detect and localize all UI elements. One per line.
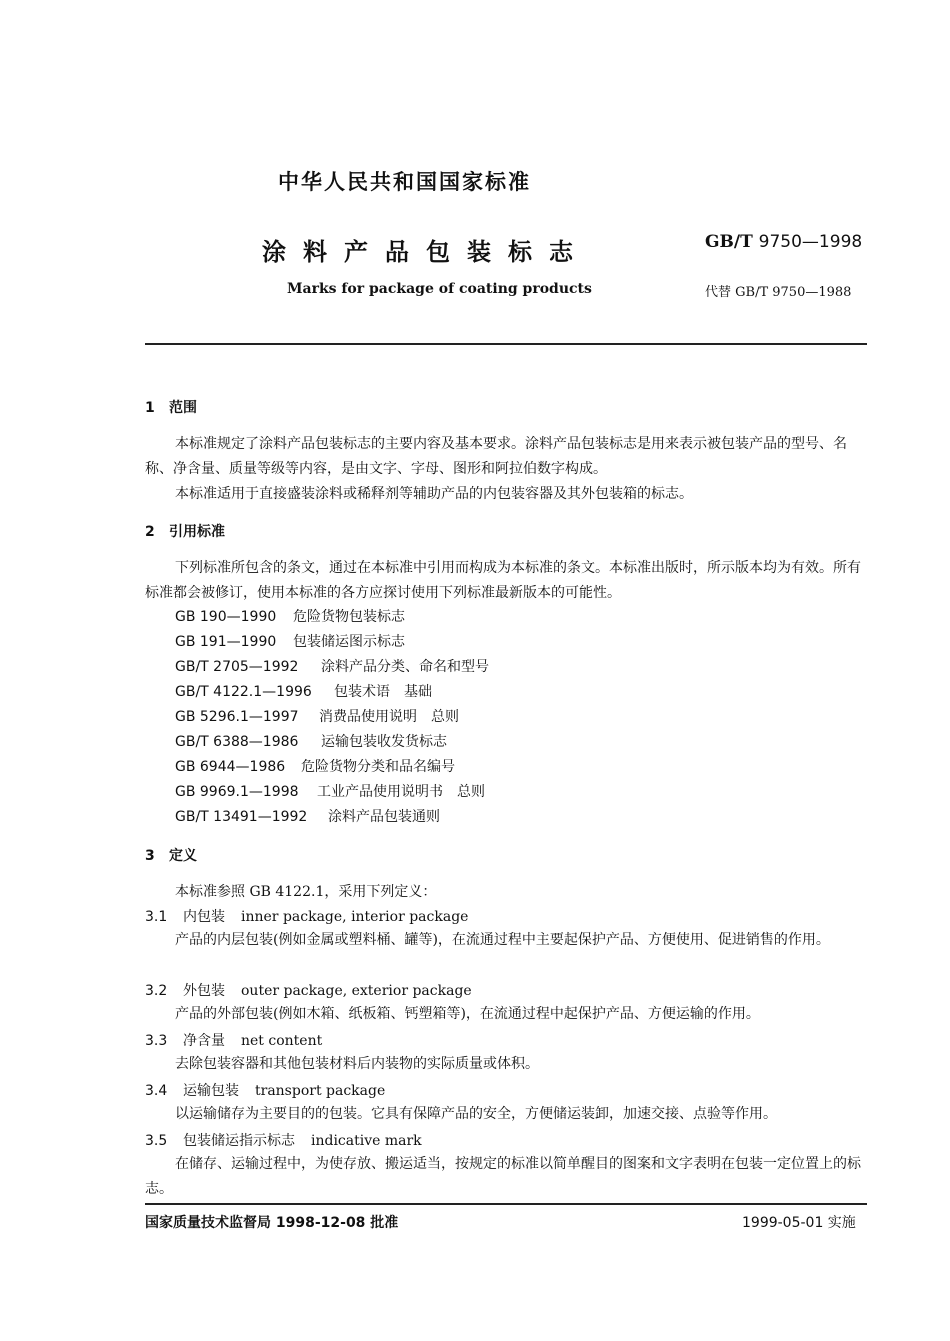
approval-date: 国家质量技术监督局 1998-12-08 批准 — [145, 1215, 399, 1231]
national-standard-heading: 中华人民共和国国家标准 — [278, 170, 531, 194]
reference-name: 涂料产品分类、命名和型号 — [321, 659, 489, 675]
header-divider — [145, 343, 867, 345]
definition-term-en: inner package, interior package — [241, 909, 469, 925]
section-title: 定义 — [169, 848, 197, 864]
replaces-standard: 代替 GB/T 9750—1988 — [705, 285, 852, 300]
section-title: 引用标准 — [169, 524, 225, 540]
definition-term-zh: 外包装 — [183, 983, 225, 999]
definition-term — [145, 1030, 322, 1050]
reference-name: 涂料产品包装通则 — [328, 809, 440, 825]
reference-item — [175, 731, 447, 751]
footer-divider — [145, 1203, 867, 1205]
reference-code: GB/T 2705—1992 — [175, 659, 299, 675]
references-intro: 下列标准所包含的条文，通过在本标准中引用而构成为本标准的条文。本标准出版时，所示版本均为有效。所有标准都会被修订，使用本标准的各方应探讨使用下列标准最新版本的可能性。 — [145, 560, 861, 601]
reference-item — [175, 656, 489, 676]
reference-name: 运输包装收发货标志 — [321, 734, 447, 750]
reference-item — [175, 781, 485, 801]
definition-term-zh: 运输包装 — [183, 1083, 239, 1099]
reference-code: GB 190—1990 — [175, 609, 277, 625]
reference-code: GB 9969.1—1998 — [175, 784, 299, 800]
reference-code: GB/T 6388—1986 — [175, 734, 299, 750]
definition-text: 以运输储存为主要目的的包装。它具有保障产品的安全，方便储运装卸，加速交接、点验等作用。 — [175, 1106, 777, 1122]
definition-term-en: net content — [241, 1033, 323, 1049]
section-number: 3 — [145, 848, 155, 864]
standard-code-prefix: GB/T — [705, 232, 753, 252]
reference-item — [175, 756, 455, 776]
reference-code: GB/T 4122.1—1996 — [175, 684, 312, 700]
definition-number: 3.4 — [145, 1083, 168, 1099]
section-heading-definitions — [145, 845, 197, 865]
section-title: 范围 — [169, 400, 197, 416]
definition-term — [145, 906, 468, 926]
definition-term-en: transport package — [255, 1083, 386, 1099]
reference-name: 危险货物分类和品名编号 — [301, 759, 455, 775]
scope-paragraph-2: 本标准适用于直接盛装涂料或稀释剂等辅助产品的内包装容器及其外包装箱的标志。 — [175, 486, 693, 502]
reference-item — [175, 806, 440, 826]
definition-number: 3.1 — [145, 909, 168, 925]
definition-text: 产品的外部包装(例如木箱、纸板箱、钙塑箱等)，在流通过程中起保护产品、方便运输的作用。 — [175, 1006, 760, 1022]
reference-name: 包装术语 基础 — [334, 684, 432, 700]
definition-term-en: outer package, exterior package — [241, 983, 472, 999]
definition-number: 3.2 — [145, 983, 168, 999]
section-number: 1 — [145, 400, 155, 416]
scope-paragraph-1: 本标准规定了涂料产品包装标志的主要内容及基本要求。涂料产品包装标志是用来表示被包装产品的型号、名称、净含量、质量等级等内容，是由文字、字母、图形和阿拉伯数字构成。 — [145, 436, 847, 477]
reference-name: 危险货物包装标志 — [293, 609, 405, 625]
section-heading-scope — [145, 397, 197, 417]
definition-term-zh: 内包装 — [183, 909, 225, 925]
document-title: 涂料产品包装标志 — [262, 238, 590, 266]
definition-text: 产品的内层包装(例如金属或塑料桶、罐等)，在流通过程中主要起保护产品、方便使用、促进销售的作用。 — [175, 932, 830, 948]
effective-date: 1999-05-01 实施 — [742, 1215, 856, 1231]
section-number: 2 — [145, 524, 155, 540]
reference-code: GB 191—1990 — [175, 634, 277, 650]
reference-code: GB 5296.1—1997 — [175, 709, 299, 725]
reference-item — [175, 681, 432, 701]
definition-term-zh: 包装储运指示标志 — [183, 1133, 295, 1149]
reference-item — [175, 706, 459, 726]
document-title-english: Marks for package of coating products — [287, 281, 592, 297]
reference-name: 消费品使用说明 总则 — [319, 709, 459, 725]
reference-item — [175, 606, 405, 626]
definition-term-zh: 净含量 — [183, 1033, 225, 1049]
reference-code: GB/T 13491—1992 — [175, 809, 308, 825]
definitions-intro: 本标准参照 GB 4122.1，采用下列定义： — [175, 884, 437, 900]
reference-code: GB 6944—1986 — [175, 759, 286, 775]
reference-name: 工业产品使用说明书 总则 — [317, 784, 485, 800]
section-heading-references — [145, 521, 225, 541]
definition-text: 去除包装容器和其他包装材料后内装物的实际质量或体积。 — [175, 1056, 539, 1072]
definition-text: 在储存、运输过程中，为使存放、搬运适当，按规定的标准以简单醒目的图案和文字表明在包装一定位置上的标志。 — [145, 1156, 861, 1197]
definition-term — [145, 980, 472, 1000]
definition-number: 3.5 — [145, 1133, 168, 1149]
reference-item — [175, 631, 405, 651]
definition-number: 3.3 — [145, 1033, 168, 1049]
standard-code — [705, 232, 862, 252]
reference-name: 包装储运图示标志 — [293, 634, 405, 650]
definition-term — [145, 1130, 422, 1150]
definition-term — [145, 1080, 385, 1100]
definition-term-en: indicative mark — [311, 1133, 422, 1149]
standard-code-number: 9750—1998 — [758, 232, 863, 252]
